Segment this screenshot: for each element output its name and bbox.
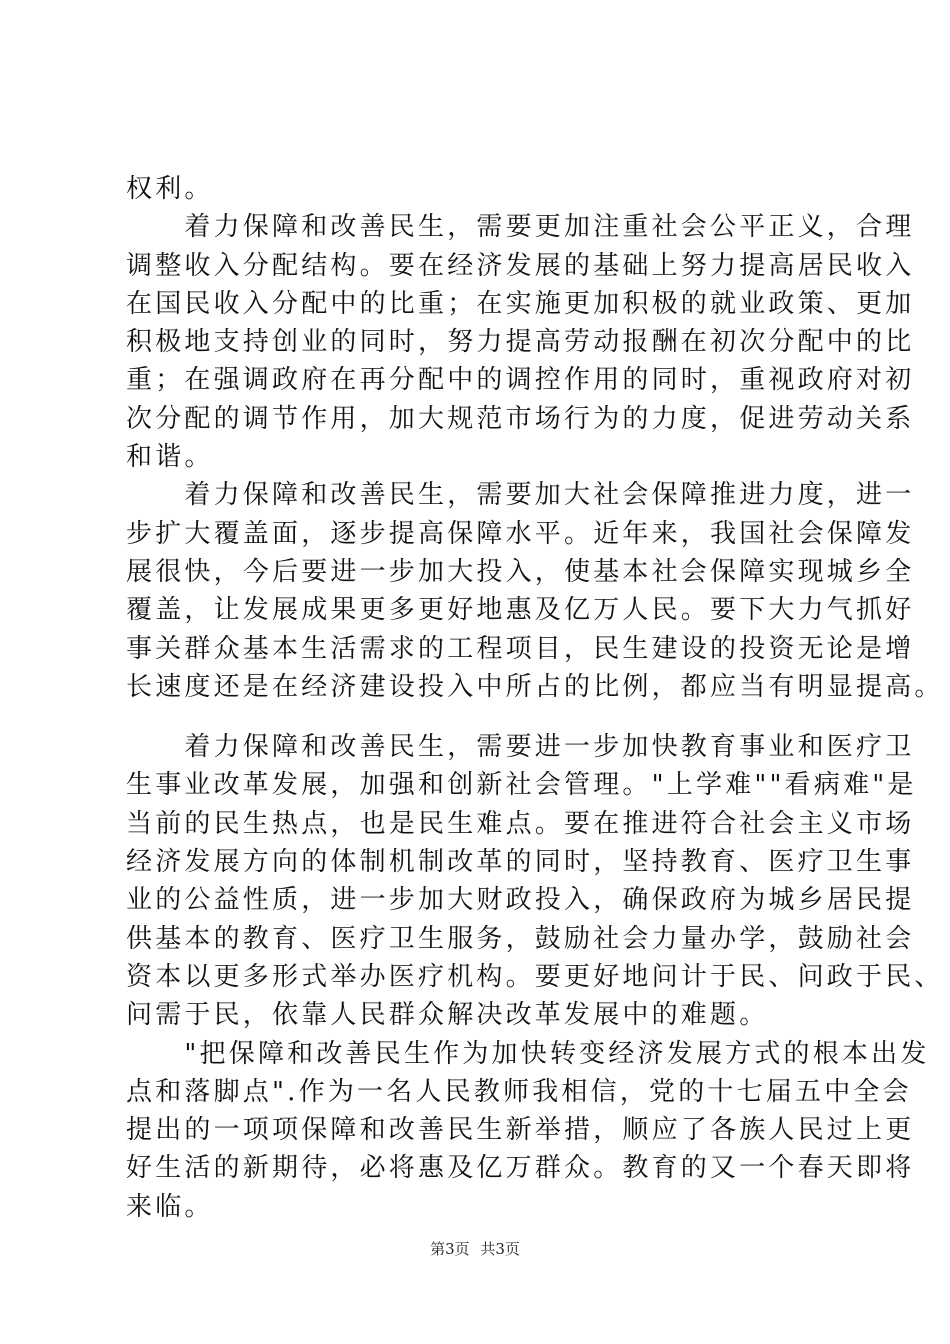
- text-line: "把保障和改善民生作为加快转变经济发展方式的根本出发: [126, 1038, 930, 1069]
- text-line: 步扩大覆盖面，逐步提高保障水平。近年来，我国社会保障发: [126, 518, 915, 549]
- document-body: [126, 170, 944, 1226]
- paragraph-social-security: [126, 476, 944, 706]
- text-line: 生事业改革发展，加强和创新社会管理。"上学难""看病难"是: [126, 770, 917, 801]
- page-total: 共3页: [480, 1240, 520, 1258]
- paragraph-gap: [126, 706, 856, 728]
- text-line: 供基本的教育、医疗卫生服务，鼓励社会力量办学，鼓励社会: [126, 923, 915, 954]
- text-line: 提出的一项项保障和改善民生新举措，顺应了各族人民过上更: [126, 1115, 915, 1146]
- text-line: 调整收入分配结构。要在经济发展的基础上努力提高居民收入: [126, 250, 915, 281]
- paragraph-fragment: [126, 170, 856, 208]
- text-line: 点和落脚点".作为一名人民教师我相信，党的十七届五中全会: [126, 1076, 912, 1107]
- text-line: 资本以更多形式举办医疗机构。要更好地问计于民、问政于民、: [126, 961, 944, 992]
- text-line: 当前的民生热点，也是民生难点。要在推进符合社会主义市场: [126, 808, 915, 839]
- text-line: 展很快，今后要进一步加大投入，使基本社会保障实现城乡全: [126, 556, 915, 587]
- page-footer: [0, 1238, 950, 1259]
- text-line: 和谐。: [126, 442, 214, 473]
- text-line: 积极地支持创业的同时，努力提高劳动报酬在初次分配中的比: [126, 327, 915, 358]
- text-line: 权利。: [126, 174, 214, 204]
- text-line: 着力保障和改善民生，需要更加注重社会公平正义，合理: [126, 212, 915, 243]
- text-line: 业的公益性质，进一步加大财政投入，确保政府为城乡居民提: [126, 885, 915, 916]
- text-line: 覆盖，让发展成果更多更好地惠及亿万人民。要下大力气抓好: [126, 595, 915, 626]
- text-line: 经济发展方向的体制机制改革的同时，坚持教育、医疗卫生事: [126, 847, 915, 878]
- text-line: 在国民收入分配中的比重；在实施更加积极的就业政策、更加: [126, 288, 915, 319]
- text-line: 着力保障和改善民生，需要进一步加快教育事业和医疗卫: [126, 732, 915, 763]
- text-line: 长速度还是在经济建设投入中所占的比例，都应当有明显提高。: [126, 671, 944, 702]
- page-number: 第3页: [430, 1240, 470, 1258]
- paragraph-income-distribution: [126, 208, 915, 476]
- text-line: 来临。: [126, 1191, 214, 1222]
- text-line: 好生活的新期待，必将惠及亿万群众。教育的又一个春天即将: [126, 1153, 915, 1184]
- paragraph-conclusion: [126, 1035, 930, 1226]
- text-line: 着力保障和改善民生，需要加大社会保障推进力度，进一: [126, 480, 915, 511]
- text-line: 重；在强调政府在再分配中的调控作用的同时，重视政府对初: [126, 365, 915, 396]
- paragraph-education-health: [126, 728, 944, 1034]
- text-line: 次分配的调节作用，加大规范市场行为的力度，促进劳动关系: [126, 403, 915, 434]
- text-line: 问需于民，依靠人民群众解决改革发展中的难题。: [126, 1000, 769, 1031]
- text-line: 事关群众基本生活需求的工程项目，民生建设的投资无论是增: [126, 633, 915, 664]
